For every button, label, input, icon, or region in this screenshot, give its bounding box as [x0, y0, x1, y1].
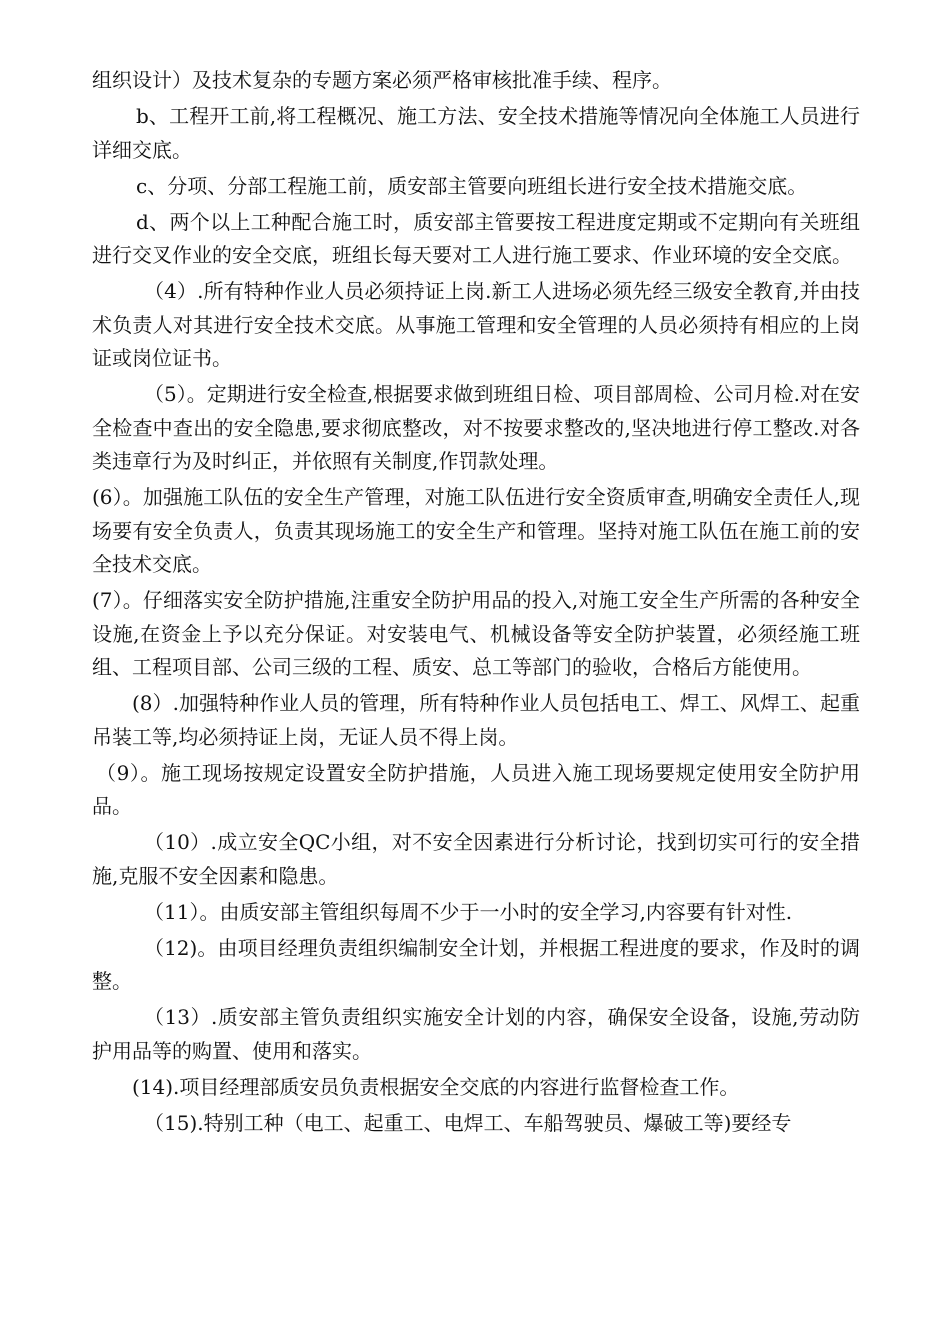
paragraph-item-6: (6）。加强施工队伍的安全生产管理，对施工队伍进行安全资质审查,明确安全责任人,现场要有安全负责人，负责其现场施工的安全生产和管理。坚持对施工队伍在施工前的安全技术交底。: [92, 485, 860, 576]
paragraph-b-disclosure: b、工程开工前,将工程概况、施工方法、安全技术措施等情况向全体施工人员进行详细交底。: [92, 104, 860, 162]
paragraph-item-8: (8）.加强特种作业人员的管理，所有特种作业人员包括电工、焊工、风焊工、起重吊装工等,均必须持证上岗，无证人员不得上岗。: [92, 691, 860, 749]
paragraph-item-10: （10）.成立安全QC小组，对不安全因素进行分析讨论，找到切实可行的安全措施,克服不安全因素和隐患。: [92, 830, 860, 888]
paragraph-item-4: （4）.所有特种作业人员必须持证上岗.新工人进场必须先经三级安全教育,并由技术负责人对其进行安全技术交底。从事施工管理和安全管理的人员必须持有相应的上岗证或岗位证书。: [92, 279, 860, 370]
paragraph-design-review: 组织设计）及技术复杂的专题方案必须严格审核批准手续、程序。: [92, 68, 672, 92]
paragraph-item-7: (7）。仔细落实安全防护措施,注重安全防护用品的投入,对施工安全生产所需的各种安全设施,在资金上予以充分保证。对安装电气、机械设备等安全防护装置，必须经施工班组、工程项目部、公司三级的工程、质安、总工等部门的验收，合格后方能使用。: [92, 588, 860, 679]
paragraph-item-5: （5）。定期进行安全检查,根据要求做到班组日检、项目部周检、公司月检.对在安全检查中查出的安全隐患,要求彻底整改，对不按要求整改的,坚决地进行停工整改.对各类违章行为及时纠正，并依照有关制度,作罚款处理。: [92, 382, 860, 473]
document-body: [92, 64, 860, 1143]
paragraph-item-14: (14).项目经理部质安员负责根据安全交底的内容进行监督检查工作。: [132, 1074, 740, 1099]
paragraph-item-15: （15).特别工种（电工、起重工、电焊工、车船驾驶员、爆破工等)要经专: [144, 1110, 792, 1135]
paragraph-item-13: （13）.质安部主管负责组织实施安全计划的内容，确保安全设备，设施,劳动防护用品等的购置、使用和落实。: [92, 1005, 860, 1063]
paragraph-d-disclosure: d、两个以上工种配合施工时，质安部主管要按工程进度定期或不定期向有关班组进行交叉作业的安全交底，班组长每天要对工人进行施工要求、作业环境的安全交底。: [92, 209, 860, 267]
paragraph-item-11: （11）。由质安部主管组织每周不少于一小时的安全学习,内容要有针对性.: [144, 899, 793, 924]
paragraph-item-12: （12)。由项目经理负责组织编制安全计划，并根据工程进度的要求，作及时的调整。: [92, 935, 860, 993]
paragraph-item-9: （9）。施工现场按规定设置安全防护措施，人员进入施工现场要规定使用安全防护用品。: [92, 760, 860, 818]
paragraph-c-disclosure: c、分项、分部工程施工前，质安部主管要向班组长进行安全技术措施交底。: [136, 173, 808, 198]
